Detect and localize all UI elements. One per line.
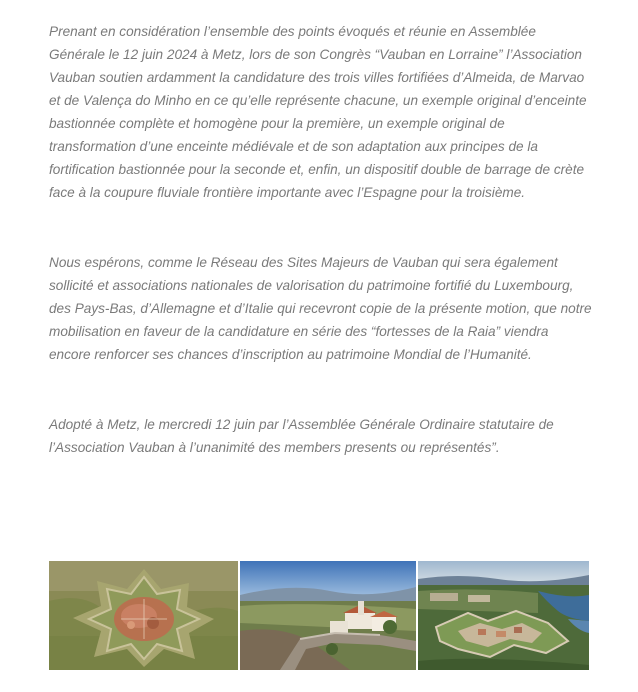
paragraph-motion: Prenant en considération l’ensemble des points évoqués et réunie en Assemblée Générale le 12 juin 2024 à Metz, lors de son Congrès “Vauban en Lorraine” l’Association Vauban soutien ardamment la candidature des trois villes fortifiées d’Almeida, de Marvao et de Valença do Minho en ce qu’elle représente chacune, un exemple original d’enceinte bastionnée complète et homogène pour la première, un exemple original de transformation d’une enceinte médiévale et de son adaptation aux principes de la fortification bastionnée pour la seconde et, enfin, un dispositif double de barrage de crète face à la coupure fluviale frontière importante avec l’Espagne pour la troisième. (49, 24, 587, 200)
almeida-star-fortress-aerial-photo[interactable] (49, 561, 238, 670)
paragraph-adoption: Adopté à Metz, le mercredi 12 juin par l’Assemblée Générale Ordinaire statutaire de l’Association Vauban à l’unanimité des members presents ou représentés”. (49, 417, 554, 455)
paragraph-hope: Nous espérons, comme le Réseau des Sites Majeurs de Vauban qui sera également sollicité et associations nationales de valorisation du patrimoine fortifié du Luxembourg, des Pays-Bas, d’Allemagne et d’Italie qui recevront copie de la présente motion, que notre mobilisation en faveur de la candidature en série des “fortesses de la Raia” viendra encore renforcer ses chances d’inscription au patrimoine Mondial de l’Humanité. (49, 255, 592, 362)
valenca-do-minho-fortress-river-photo[interactable] (418, 561, 589, 670)
article-body (49, 20, 593, 459)
photo-gallery (49, 561, 589, 670)
marvao-hilltop-village-photo[interactable] (240, 561, 416, 670)
